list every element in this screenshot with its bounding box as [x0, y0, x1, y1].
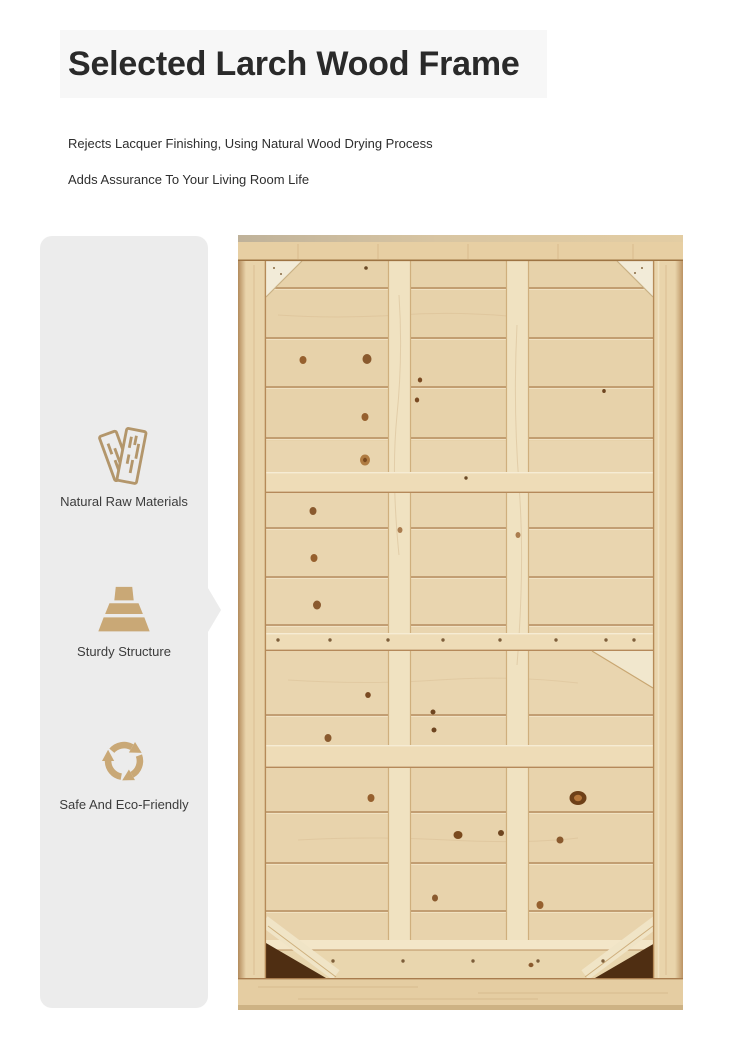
wood-frame-art — [238, 235, 683, 1010]
larch-wood-frame-photo — [238, 235, 683, 1010]
recycle-icon — [94, 731, 154, 791]
feature-label: Safe And Eco-Friendly — [59, 797, 189, 812]
feature-label: Natural Raw Materials — [60, 494, 188, 509]
feature-safe-eco-friendly — [40, 731, 208, 812]
subtitle-line-2: Adds Assurance To Your Living Room Life — [68, 172, 310, 187]
title-band — [60, 30, 547, 98]
features-panel — [40, 236, 208, 1008]
feature-natural-raw-materials — [40, 422, 208, 509]
feature-label: Sturdy Structure — [77, 644, 171, 659]
pointer-notch — [208, 588, 221, 632]
page-title: Selected Larch Wood Frame — [68, 45, 520, 83]
wood-planks-icon — [92, 422, 156, 488]
layered-structure-icon — [93, 586, 155, 638]
feature-sturdy-structure — [40, 586, 208, 659]
subtitle-line-1: Rejects Lacquer Finishing, Using Natural Wood Drying Process — [68, 136, 433, 151]
